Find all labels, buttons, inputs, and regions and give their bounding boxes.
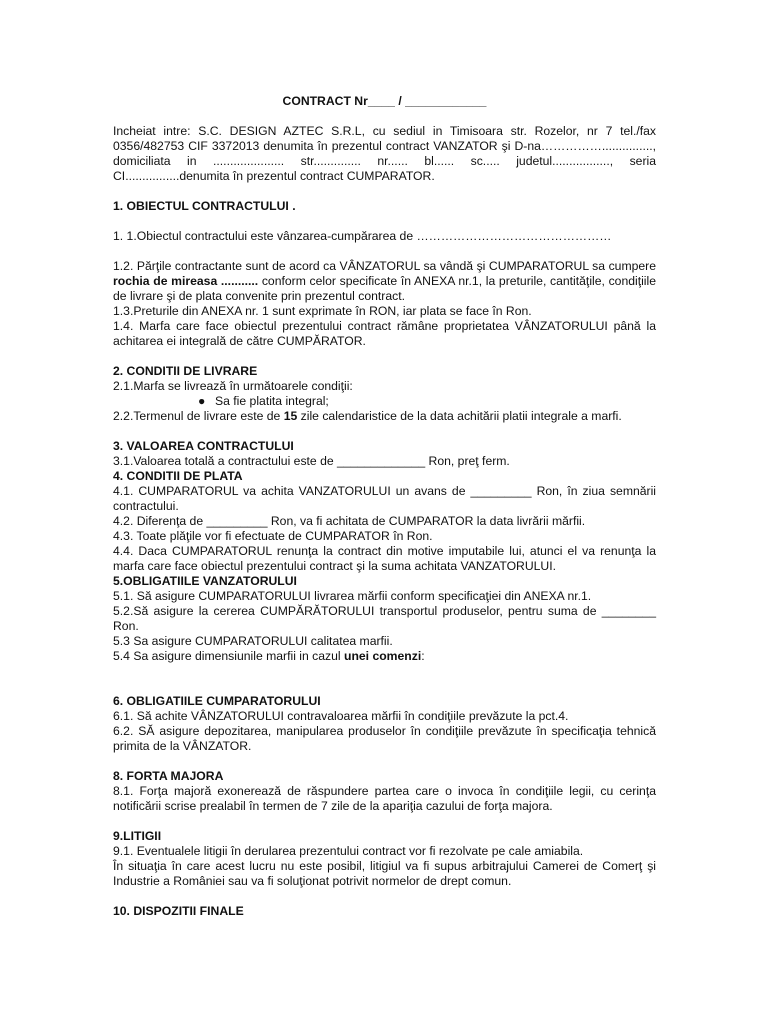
clause-8-1: 8.1. Forţa majoră exonerează de răspundere partea care o invoca în condiţiile legii, cu cerinţa notificării scrise prealabil în termen de 7 zile de la apariţia cazului de forţa majora. xyxy=(113,784,656,813)
clause-1-2: 1.2. Părţile contractante sunt de acord ca VÂNZATORUL sa vândă şi CUMPARATORUL sa cumpere rochia de mireasa ........... conform celor specificate în ANEXA nr.1, la preturile, cantităţile, condiţiile de livrare şi de plata convenite prin prezentul contract. xyxy=(113,259,656,303)
product-name: rochia de mireasa ........... xyxy=(113,274,259,288)
clause-4-2: 4.2. Diferenţa de _________ Ron, va fi achitata de CUMPARATOR la data livrării mărfii. xyxy=(113,514,586,528)
clause-1-1: 1. 1.Obiectul contractului este vânzarea-cumpărarea de ………………………………………… xyxy=(113,229,612,243)
section-3-heading: 3. VALOAREA CONTRACTULUI xyxy=(113,439,294,453)
contract-title: CONTRACT Nr____ / ____________ xyxy=(282,94,487,108)
clause-9-2: În situaţia în care acest lucru nu este posibil, litigiul va fi supus arbitrajului Camerei de Comerţ şi Industrie a României sau va fi soluţionat potrivit normelor de drept comun. xyxy=(113,859,656,888)
section-2-heading: 2. CONDITII DE LIVRARE xyxy=(113,364,258,378)
intro-paragraph: Incheiat intre: S.C. DESIGN AZTEC S.R.L, cu sediul in Timisoara str. Rozelor, nr 7 tel./fax 0356/482753 CIF 3372013 denumita în prezentul contract VANZATOR şi D-na……………..............., domiciliata in ..................... str.............. nr...... bl...... sc..... judetul................., seria CI................denumita în prezentul contract CUMPARATOR. xyxy=(113,124,656,183)
contract-body xyxy=(113,94,656,919)
clause-5-1: 5.1. Să asigure CUMPARATORULUI livrarea mărfii conform specificaţiei din ANEXA nr.1. xyxy=(113,589,592,603)
section-9-heading: 9.LITIGII xyxy=(113,829,162,843)
clause-4-1: 4.1. CUMPARATORUL va achita VANZATORULUI un avans de _________ Ron, în ziua semnării contractului. xyxy=(113,484,656,513)
clause-1-4: 1.4. Marfa care face obiectul prezentului contract rămâne proprietatea VÂNZATORULUI până la achitarea ei integrală de către CUMPĂRATOR. xyxy=(113,319,656,348)
section-4-heading: 4. CONDITII DE PLATA xyxy=(113,469,243,483)
clause-2-2: 2.2.Termenul de livrare este de 15 zile calendaristice de la data achitării platii integrale a marfi. xyxy=(113,409,622,423)
clause-6-2: 6.2. SĂ asigure depozitarea, manipularea produselor în condiţiile prevăzute în specificaţia tehnică primita de la VÂNZATOR. xyxy=(113,724,656,753)
clause-5-4: 5.4 Sa asigure dimensiunile marfii in cazul unei comenzi: xyxy=(113,649,425,663)
clause-2-1: 2.1.Marfa se livrează în următoarele condiţii: xyxy=(113,379,353,393)
clause-5-3: 5.3 Sa asigure CUMPARATORULUI calitatea marfii. xyxy=(113,634,393,648)
clause-4-3: 4.3. Toate plăţile vor fi efectuate de CUMPARATOR în Ron. xyxy=(113,529,433,543)
clause-4-4: 4.4. Daca CUMPARATORUL renunţa la contract din motive imputabile lui, atunci el va renunţa la marfa care face obiectul prezentului contract şi la suma achitata VANZATORULUI. xyxy=(113,544,656,573)
bullet-item: ● Sa fie platita integral; xyxy=(198,394,329,408)
clause-5-2: 5.2.Să asigure la cererea CUMPĂRĂTORULUI transportul produselor, pentru suma de ________ Ron. xyxy=(113,604,656,633)
clause-1-3: 1.3.Preturile din ANEXA nr. 1 sunt exprimate în RON, iar plata se face în Ron. xyxy=(113,304,532,318)
section-5-heading: 5.OBLIGATIILE VANZATORULUI xyxy=(113,574,297,588)
bullet-dot-icon: ● xyxy=(198,394,206,408)
clause-3-1: 3.1.Valoarea totală a contractului este de _____________ Ron, preţ ferm. xyxy=(113,454,510,468)
section-6-heading: 6. OBLIGATIILE CUMPARATORULUI xyxy=(113,694,321,708)
section-10-heading: 10. DISPOZITII FINALE xyxy=(113,904,244,918)
section-1-heading: 1. OBIECTUL CONTRACTULUI . xyxy=(113,199,296,213)
section-8-heading: 8. FORTA MAJORA xyxy=(113,769,224,783)
clause-9-1: 9.1. Eventualele litigii în derularea prezentului contract vor fi rezolvate pe cale amiabila. xyxy=(113,844,584,858)
clause-6-1: 6.1. Să achite VÂNZATORULUI contravaloarea mărfii în condiţiile prevăzute la pct.4. xyxy=(113,709,569,723)
